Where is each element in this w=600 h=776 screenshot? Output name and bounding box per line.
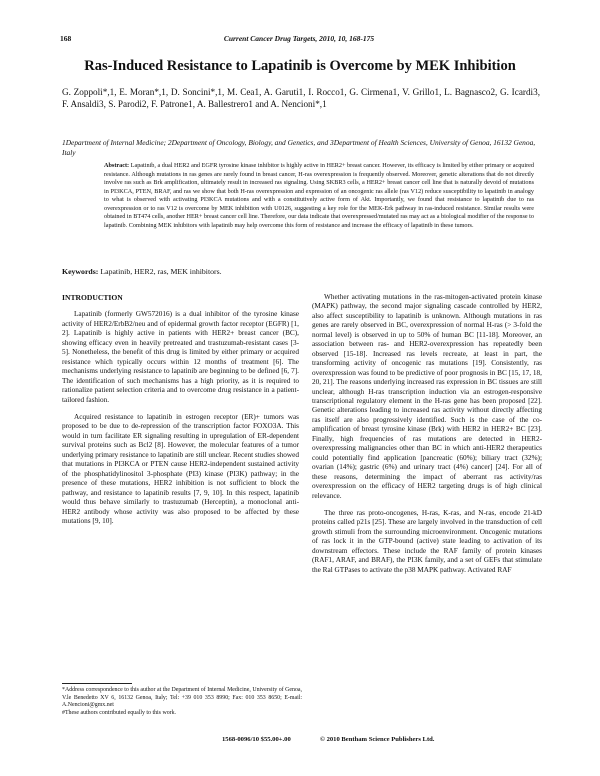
correspondence-footnote: *Address correspondence to this author at the Department of Internal Medicine, University of Genoa, V.le Benedetto XV 6, 16132 Genoa, Italy; Tel: +39 010 353 8990; Fax: 010 353 8650; E-mail: A.Nencioni@gmx.net xyxy=(62,687,302,709)
copyright-notice: © 2010 Bentham Science Publishers Ltd. xyxy=(320,736,435,743)
keywords-text: Lapatinib, HER2, ras, MEK inhibitors. xyxy=(100,267,222,276)
section-heading-introduction: INTRODUCTION xyxy=(62,293,123,302)
article-title: Ras-Induced Resistance to Lapatinib is Overcome by MEK Inhibition xyxy=(84,58,516,74)
abstract xyxy=(104,162,534,230)
paragraph-3: Whether activating mutations in the ras-mitogen-activated protein kinase (MAPK) pathway, the second major signaling cascade controlled by HER2, also affect susceptibility to lapatinib is unknown. Although mutations in ras genes are rarely observed in BC, overexpression of normal H-ras (> 3-fold the normal level) is observed in up to 50% of human BC [11-18]. Moreover, an association between ras- and HER2-overexpression has repeatedly been observed [15-18]. Increased ras levels recreate, at least in part, the transforming activity of oncogenic ras mutations [19]. Consistently, ras overexpression was found to be predictive of poor prognosis in BC [15, 17, 18, 20, 21]. The reasons underlying increased ras expression in BC tissues are still unclear, although H-ras transcription induction via an estrogen-responsive transcriptional regulatory element in the H-ras gene has been proposed [22]. Genetic alterations leading to increased ras activity without directly affecting ras itself are also progressively identified. Such is the case of the co-amplification of breast tyrosine kinase (Brk) with HER2 in HER2+ BC [23]. Finally, high frequencies of ras mutations are detected in HER2-overexpressing malignancies other than BC in which anti-HER2 therapeutics could potentially find application [pancreatic (60%); biliary tract (32%); ovarian (14%); gastric (6%) and urinary tract (4%) cancer] [24]. For all of these reasons, determining the impact of aberrant ras activity/ras overexpression on the efficacy of HER2 targeting drugs is of high clinical relevance. xyxy=(312,293,542,500)
author-list: G. Zoppoli*,1, E. Moran*,1, D. Soncini*,1, M. Cea1, A. Garuti1, I. Rocco1, G. Cirmena1, V. Grillo1, L. Bagnasco2, G. Icardi3, F. Ansaldi3, S. Parodi2, F. Patrone1, A. Ballestrero1 and A. Nencioni*,1 xyxy=(62,87,540,110)
right-column xyxy=(312,293,542,583)
abstract-text: Lapatinib, a dual HER2 and EGFR tyrosine kinase inhibitor is highly active in HER2+ breast cancer. However, its efficacy is limited by either primary or acquired resistance. Although mutations in ras genes are rarely found in breast cancer, H-ras overexpression is frequently observed. Moreover, genetic alterations that do not directly involve ras such as Brk amplification, ultimately result in increased ras signaling. Using SKBR3 cells, a HER2+ breast cancer cell line that is naturally devoid of mutations in PI3KCA, PTEN, BRAF, and ras we show that both H-ras overexpression and expression of an oncogenic ras allele (ras V12) reduce susceptibility to lapatinib in analogy to what is observed with activating PI3KCA mutations and with a constitutively active form of Akt. Importantly, we found that resistance to lapatinib due to ras overexpression or to ras V12 is overcome by MEK inhibition with U0126, suggesting a key role for the MEK-Erk pathway in ras-induced resistance. Similar results were obtained in BT474 cells, another HER+ breast cancer cell line. Therefore, our data indicate that overexpressed/mutated ras may act as a biological modifier of the response to lapatinib. Combining MEK inhibitors with lapatinib may help overcome this form of resistance and increase the efficacy of lapatinib in these tumors. xyxy=(104,162,534,229)
abstract-label: Abstract: xyxy=(104,162,130,169)
page-number: 168 xyxy=(60,34,72,43)
footnotes xyxy=(62,687,302,717)
left-column xyxy=(62,293,299,534)
affiliations: 1Department of Internal Medicine; 2Department of Oncology, Biology, and Genetics, and 3Department of Health Sciences, University of Genoa, 16132 Genoa, Italy xyxy=(62,138,536,158)
keywords xyxy=(62,267,540,276)
running-header xyxy=(60,34,538,46)
footnote-divider xyxy=(62,683,132,684)
paragraph-4: The three ras proto-oncogenes, H-ras, K-ras, and N-ras, encode 21-kD proteins called p21s [25]. These are largely involved in the transduction of cell growth stimuli from the surrounding microenvironment. Oncogenic mutations of ras lock it in the GTP-bound (active) state leading to activation of its downstream effectors. These include the RAF family of protein kinases (RAF1, ARAF, and BRAF), the PI3K family, and a set of GEFs that stimulate the Ral GTPases to activate the p38 MAPK pathway. Activated RAF xyxy=(312,508,542,574)
issn-price-code: 1568-0096/10 $55.00+.00 xyxy=(222,736,291,743)
paragraph-1: Lapatinib (formerly GW572016) is a dual inhibitor of the tyrosine kinase activity of HER2/ErbB2/neu and of epidermal growth factor receptor (EGFR) [1, 2]. Lapatinib is highly active in patients with HER2+ breast cancer (BC), showing efficacy even in heavily pretreated and trastuzumab-resistant cases [3-5]. Nonetheless, the benefit of this drug is limited by either primary or acquired resistance which typically occurs within 12 months of treatment [6]. The mechanisms underlying resistance to lapatinib are beginning to be defined [6, 7]. The identification of such mechanisms has a high priority, as it is required to rationalize patient selection criteria and to overcome drug resistance in a patient-tailored fashion. xyxy=(62,310,299,404)
keywords-label: Keywords: xyxy=(62,267,99,276)
equal-contribution-footnote: #These authors contributed equally to this work. xyxy=(62,709,177,716)
paragraph-2: Acquired resistance to lapatinib in estrogen receptor (ER)+ tumors was proposed to be due to de-repression of the transcription factor FOXO3A. This would in turn facilitate ER signaling resulting in upregulation of ER-dependent survival proteins such as Bcl2 [8]. However, the molecular features of a tumor underlying primary resistance to lapatinib are still unclear. Recent studies showed that mutations in PI3KCA or PTEN cause HER2-independent sustained activity of the phosphatidylinositol 3-phosphate (PI3) kinase (PI3K) pathway; in the presence of these mutations, HER2 inhibition is not sufficient to block the pathway, and resistance to lapatinib results [7, 9, 10]. In this respect, lapatinib would thus behave similarly to trastuzumab (Herceptin), a monoclonal anti-HER2 antibody whose activity was also proposed to be affected by these mutations [9, 10]. xyxy=(62,412,299,525)
journal-citation: Current Cancer Drug Targets, 2010, 10, 168-175 xyxy=(223,34,375,43)
